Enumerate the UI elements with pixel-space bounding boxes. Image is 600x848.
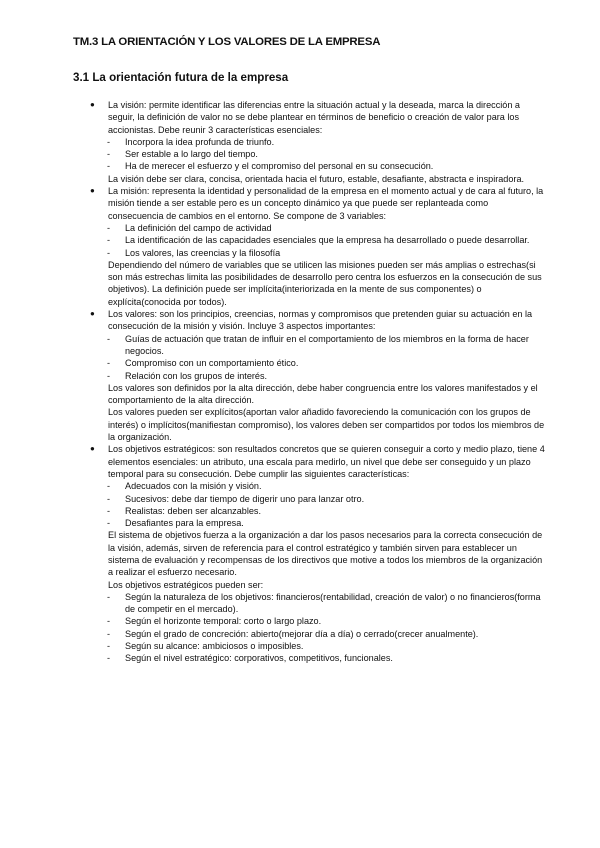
bullet-icon: ●	[90, 100, 95, 109]
list-item	[107, 493, 545, 505]
list-item-text: Según su alcance: ambiciosos o imposibles.	[125, 641, 304, 652]
list-item	[107, 640, 545, 652]
list-item-text: Desafiantes para la empresa.	[125, 518, 244, 529]
dash-icon: -	[107, 161, 111, 172]
valores-text: Los valores: son los principios, creencias, normas y compromisos que pretenden guiar su actuación en la consecución de la misión y visión. Incluye 3 aspectos importantes:	[108, 309, 533, 332]
list-item	[107, 136, 545, 148]
list-item	[107, 517, 545, 529]
bullet-icon: ●	[90, 444, 95, 454]
valores-note1-text: Los valores son definidos por la alta dirección, debe haber congruencia entre los valores manifestados y el comportamiento de la alta dirección.	[108, 382, 538, 406]
dash-icon: -	[107, 653, 111, 664]
bullet-objetivos	[90, 443, 545, 480]
list-item-text: Relación con los grupos de interés.	[125, 370, 268, 381]
mision-text: La misión: representa la identidad y personalidad de la empresa en el momento actual y de cara al futuro, la misión tiende a ser estable pero es un concepto dinámico ya que puede ser replanteada como consecuencia de cambios en el entorno. Se compone de 3 variables:	[108, 186, 544, 221]
bullet-valores	[90, 308, 545, 333]
list-item-text: Incorpora la idea profunda de triunfo.	[125, 136, 275, 147]
dash-icon: -	[107, 136, 111, 147]
dash-icon: -	[107, 493, 111, 504]
dash-icon: -	[107, 505, 111, 516]
list-item-text: Según el horizonte temporal: corto o largo plazo.	[125, 616, 322, 627]
list-item	[107, 628, 545, 640]
bullet-icon: ●	[90, 309, 95, 319]
dash-icon: -	[107, 333, 111, 344]
list-item-text: La identificación de las capacidades esenciales que la empresa ha desarrollado o puede desarrollar.	[125, 235, 530, 246]
section-heading: 3.1 La orientación futura de la empresa	[73, 71, 289, 84]
list-item	[107, 333, 545, 358]
vision-text: La visión: permite identificar las diferencias entre la situación actual y la deseada, marca la dirección a seguir, la definición de valor no se debe plantear en términos de beneficio o creación de valor para los accionistas. Debe reunir 3 características esenciales:	[108, 100, 520, 135]
valores-note	[90, 382, 545, 443]
dash-icon: -	[107, 222, 111, 233]
list-item	[107, 247, 545, 259]
list-item-text: Realistas: deben ser alcanzables.	[125, 505, 261, 516]
vision-note-text: La visión debe ser clara, concisa, orientada hacia el futuro, estable, desafiante, abstracta e inspiradora.	[108, 173, 525, 184]
list-item	[107, 615, 545, 627]
objetivos-note	[90, 529, 545, 590]
list-item-text: Ha de merecer el esfuerzo y el compromiso del personal en su consecución.	[125, 161, 434, 172]
objetivos-list	[90, 480, 545, 529]
document-body	[90, 99, 545, 665]
bullet-icon: ●	[90, 186, 95, 196]
list-item	[107, 357, 545, 369]
list-item-text: Sucesivos: debe dar tiempo de digerir uno para lanzar otro.	[125, 493, 365, 504]
dash-icon: -	[107, 591, 111, 602]
mision-list	[90, 222, 545, 259]
valores-note2-text: Los valores pueden ser explícitos(aportan valor añadido favoreciendo la comunicación con los grupos de interés) o implícitos(manifiestan compromiso), los valores deben ser compartidos por todos los miembros de la organización.	[108, 407, 545, 443]
list-item-text: Los valores, las creencias y la filosofía	[125, 247, 281, 258]
dash-icon: -	[107, 358, 111, 369]
list-item	[107, 222, 545, 234]
dash-icon: -	[107, 370, 111, 381]
objetivos-note-text: El sistema de objetivos fuerza a la organización a dar los pasos necesarios para la correcta consecución de la visión, además, sirven de referencia para el control estratégico y también sirven para establecer un sistema de evaluación y recompensas de los directivos que motive a todos los miembros de la organización a realizar el esfuerzo necesario.	[108, 530, 543, 578]
dash-icon: -	[107, 481, 111, 492]
list-item-text: Adecuados con la misión y visión.	[125, 481, 262, 492]
objetivos-text: Los objetivos estratégicos: son resultados concretos que se quieren conseguir a corto y medio plazo, tiene 4 elementos esenciales: un atributo, una escala para medirlo, un nivel que debe ser conseguido y un plazo temporal para su consecución. Debe cumplir las siguientes características:	[108, 444, 545, 479]
dash-icon: -	[107, 616, 111, 627]
vision-list	[90, 136, 545, 173]
list-item-text: Ser estable a lo largo del tiempo.	[125, 149, 258, 160]
dash-icon: -	[107, 235, 111, 246]
dash-icon: -	[107, 518, 111, 529]
list-item-text: Guías de actuación que tratan de influir en el comportamiento de los miembros en la forma de hacer negocios.	[125, 333, 529, 356]
list-item	[107, 480, 545, 492]
list-item	[107, 591, 545, 616]
list-item	[107, 652, 545, 664]
page-title: TM.3 LA ORIENTACIÓN Y LOS VALORES DE LA EMPRESA	[73, 36, 381, 48]
dash-icon: -	[107, 247, 111, 258]
objetivos-types-list	[90, 591, 545, 665]
list-item	[107, 160, 545, 172]
list-item	[107, 148, 545, 160]
list-item-text: Compromiso con un comportamiento ético.	[125, 358, 299, 369]
dash-icon: -	[107, 628, 111, 639]
mision-note-text: Dependiendo del número de variables que se utilicen las misiones pueden ser más amplias o estrechas(si son más estrechas limita las posibilidades de desarrollo pero centra los esfuerzos en la consecución de sus objetivos). La definición puede ser implícita(interiorizada en la mente de sus componentes) o explícita(conocida por todos).	[108, 259, 542, 307]
vision-note	[90, 173, 545, 185]
dash-icon: -	[107, 641, 111, 652]
list-item	[107, 234, 545, 246]
list-item	[107, 370, 545, 382]
list-item	[107, 505, 545, 517]
bullet-mision	[90, 185, 545, 222]
objetivos-types-intro: Los objetivos estratégicos pueden ser:	[108, 579, 264, 590]
list-item-text: Según el nivel estratégico: corporativos, competitivos, funcionales.	[125, 653, 393, 664]
dash-icon: -	[107, 149, 111, 160]
valores-list	[90, 333, 545, 382]
list-item-text: Según la naturaleza de los objetivos: financieros(rentabilidad, creación de valor) o no financieros(forma de competir en el mercado).	[125, 591, 541, 615]
list-item-text: Según el grado de concreción: abierto(mejorar día a día) o cerrado(crecer anualmente).	[125, 628, 479, 639]
mision-note	[90, 259, 545, 308]
list-item-text: La definición del campo de actividad	[125, 222, 272, 233]
bullet-vision	[90, 99, 545, 136]
